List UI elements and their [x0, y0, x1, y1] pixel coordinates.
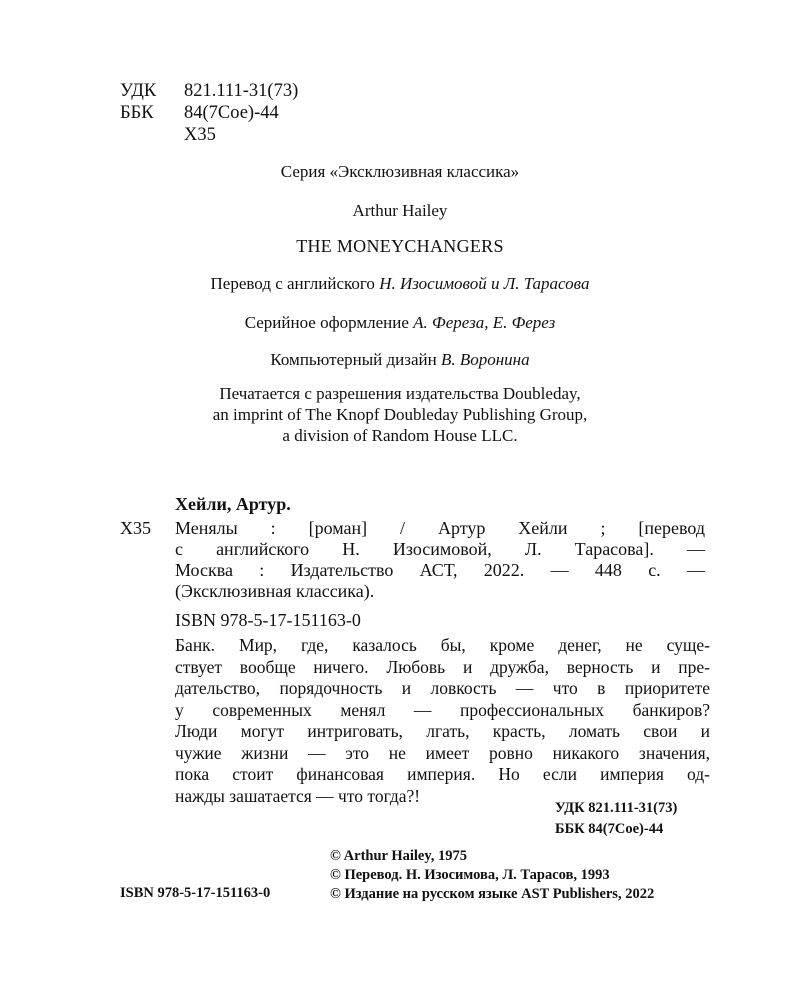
- copyright-line: © Издание на русском языке AST Publishers, 2022: [330, 886, 655, 902]
- description-line: Москва : Издательство АСТ, 2022. — 448 с. —: [175, 560, 705, 580]
- annotation-line: Банк. Мир, где, казалось бы, кроме денег, не суще-: [175, 635, 710, 655]
- footer-udk: УДК 821.111-31(73): [555, 800, 678, 816]
- copyright-line: © Arthur Hailey, 1975: [330, 848, 468, 864]
- permission-line: a division of Random House LLC.: [282, 426, 518, 445]
- series-design-credit: [0, 313, 800, 333]
- bbk-label: ББК: [120, 103, 154, 123]
- annotation-line: Люди могут интриговать, лгать, красть, ломать свои и: [175, 721, 710, 741]
- series-line: Серия «Эксклюзивная классика»: [280, 162, 520, 181]
- copyright-line: © Перевод. Н. Изосимова, Л. Тарасов, 1993: [330, 867, 610, 883]
- author-mark: Х35: [184, 125, 216, 145]
- author-heading: Хейли, Артур.: [175, 494, 291, 514]
- original-title: THE MONEYCHANGERS: [296, 236, 504, 256]
- isbn: ISBN 978-5-17-151163-0: [175, 610, 361, 630]
- udk-value: 821.111-31(73): [184, 81, 299, 101]
- series-design-prefix: Серийное оформление: [244, 313, 414, 332]
- annotation: [175, 635, 710, 807]
- isbn-footer: ISBN 978-5-17-151163-0: [120, 885, 271, 901]
- translation-credit: [0, 274, 800, 294]
- annotation-line: нажды зашатается — что тогда?!: [175, 785, 421, 806]
- annotation-line: пока стоит финансовая империя. Но если империя од-: [175, 764, 710, 784]
- annotation-line: дательство, порядочность и ловкость — что в приоритете: [175, 678, 710, 698]
- footer-classification-codes: [555, 798, 677, 840]
- copyright-notices: [330, 847, 654, 904]
- description-line: Менялы : [роман] / Артур Хейли ; [перевод: [175, 518, 705, 538]
- translation-prefix: Перевод с английского: [210, 274, 380, 293]
- annotation-line: у современных менял — профессиональных банкиров?: [175, 699, 710, 720]
- annotation-line: чужие жизни — это не имеет ровно никакого значения,: [175, 742, 710, 763]
- udk-label: УДК: [120, 81, 157, 101]
- bbk-value: 84(7Сое)-44: [184, 103, 279, 123]
- computer-design-prefix: Компьютерный дизайн: [270, 350, 441, 369]
- author-cipher: Х35: [120, 518, 151, 538]
- series-designer-names: А. Фереза, Е. Ферез: [413, 313, 556, 332]
- classification-codes: [120, 80, 298, 146]
- description-line: (Эксклюзивная классика).: [175, 581, 375, 601]
- permission-notice: [0, 383, 800, 446]
- translator-names: Н. Изосимовой и Л. Тарасова: [379, 274, 590, 293]
- footer-bbk: ББК 84(7Сое)-44: [555, 821, 664, 837]
- computer-design-credit: [0, 350, 800, 370]
- bibliographic-description: [175, 518, 705, 602]
- annotation-line: ствует вообще ничего. Любовь и дружба, верность и пре-: [175, 656, 710, 677]
- original-author: Arthur Hailey: [352, 201, 448, 220]
- permission-line: Печатается с разрешения издательства Doubleday,: [219, 384, 581, 403]
- permission-line: an imprint of The Knopf Doubleday Publishing Group,: [212, 405, 588, 424]
- computer-designer-name: В. Воронина: [440, 350, 530, 369]
- description-line: с английского Н. Изосимовой, Л. Тарасова]. —: [175, 539, 705, 559]
